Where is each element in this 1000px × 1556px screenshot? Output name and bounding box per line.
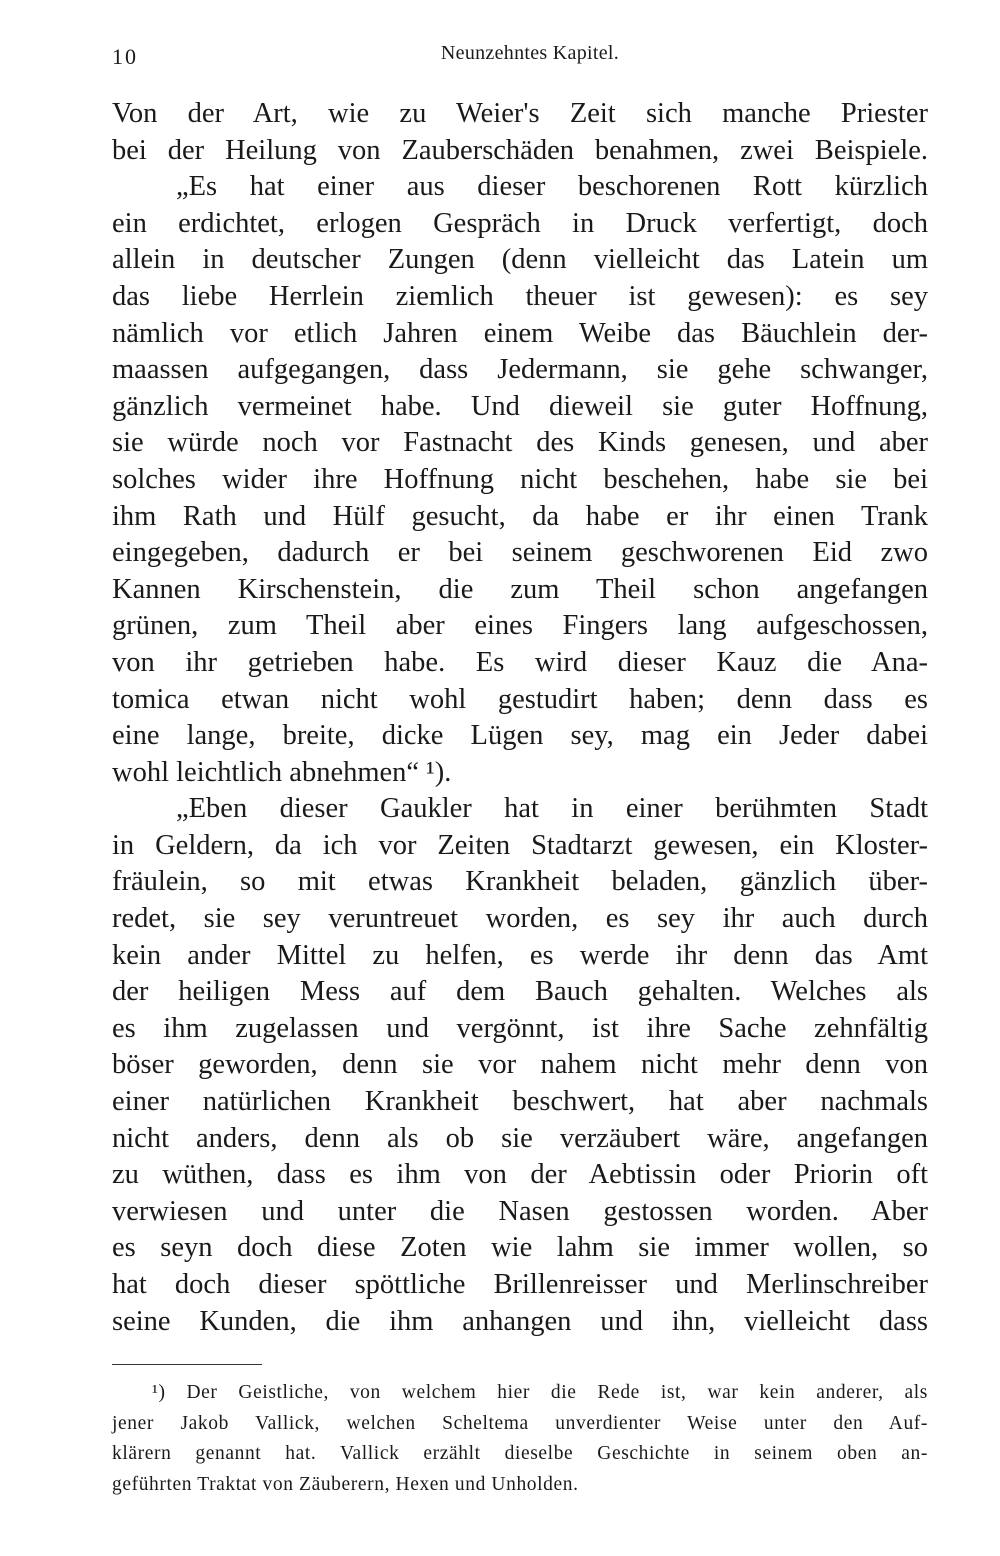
text-line: „Es hat einer aus dieser beschorenen Rott kürzlich <box>176 171 928 203</box>
body-text <box>112 96 928 1340</box>
text-line: Von der Art, wie zu Weier's Zeit sich manche Priester <box>112 98 928 129</box>
text-line: böser geworden, denn sie vor nahem nicht mehr denn von <box>112 1049 928 1081</box>
text-line: nicht anders, denn als ob sie verzäubert wäre, angefangen <box>112 1122 928 1154</box>
text-line: es ihm zugelassen und vergönnt, ist ihre Sache zehnfältig <box>112 1012 928 1044</box>
text-line: solches wider ihre Hoffnung nicht beschehen, habe sie bei <box>112 463 928 495</box>
text-line: bei der Heilung von Zauberschäden benahmen, zwei Beispiele. <box>112 134 928 166</box>
text-line: das liebe Herrlein ziemlich theuer ist gewesen): es sey <box>112 280 928 312</box>
text-line: Kannen Kirschenstein, die zum Theil schon angefangen <box>112 573 928 605</box>
text-line: verwiesen und unter die Nasen gestossen worden. Aber <box>112 1195 928 1227</box>
text-line: tomica etwan nicht wohl gestudirt haben; denn dass es <box>112 683 928 715</box>
text-line: der heiligen Mess auf dem Bauch gehalten. Welches als <box>112 976 928 1008</box>
text-line: redet, sie sey veruntreuet worden, es sey ihr auch durch <box>112 903 928 935</box>
text-line: einer natürlichen Krankheit beschwert, hat aber nachmals <box>112 1086 928 1118</box>
text-line: maassen aufgegangen, dass Jedermann, sie gehe schwanger, <box>112 354 928 386</box>
text-line: hat doch dieser spöttliche Brillenreisser und Merlinschreiber <box>112 1269 928 1300</box>
text-line: grünen, zum Theil aber eines Fingers lang aufgeschossen, <box>112 610 928 642</box>
text-line: wohl leichtlich abnehmen“ ¹). <box>112 756 452 788</box>
footnote-separator <box>112 1364 262 1365</box>
text-line: fräulein, so mit etwas Krankheit beladen, gänzlich über- <box>112 866 928 898</box>
text-line: zu wüthen, dass es ihm von der Aebtissin oder Priorin oft <box>112 1159 928 1191</box>
footnote-line: geführten Traktat von Zäuberern, Hexen und Unholden. <box>112 1474 579 1496</box>
text-line: seine Kunden, die ihm anhangen und ihn, vielleicht dass <box>112 1305 928 1337</box>
text-line: gänzlich vermeinet habe. Und dieweil sie guter Hoffnung, <box>112 390 928 422</box>
footnote-line: klärern genannt hat. Vallick erzählt dieselbe Geschichte in seinem oben an- <box>112 1443 928 1465</box>
text-line: nämlich vor etlich Jahren einem Weibe das Bäuchlein der- <box>112 317 928 349</box>
text-line: eingegeben, dadurch er bei seinem geschworenen Eid zwo <box>112 537 928 569</box>
text-line: kein ander Mittel zu helfen, es werde ihr denn das Amt <box>112 939 928 971</box>
text-line: in Geldern, da ich vor Zeiten Stadtarzt gewesen, ein Kloster- <box>112 829 928 861</box>
text-line: sie würde noch vor Fastnacht des Kinds genesen, und aber <box>112 427 928 459</box>
text-line: ihm Rath und Hülf gesucht, da habe er ihr einen Trank <box>112 500 928 532</box>
footnote-line: ¹) Der Geistliche, von welchem hier die Rede ist, war kein anderer, als <box>152 1382 928 1403</box>
text-line: „Eben dieser Gaukler hat in einer berühmten Stadt <box>176 793 928 825</box>
page-number: 10 <box>112 44 138 69</box>
page-header <box>112 38 928 70</box>
text-line: von ihr getrieben habe. Es wird dieser Kauz die Ana- <box>112 646 928 678</box>
text-line: es seyn doch diese Zoten wie lahm sie immer wollen, so <box>112 1232 928 1264</box>
footnote-line: jener Jakob Vallick, welchen Scheltema unverdienter Weise unter den Auf- <box>112 1412 928 1434</box>
text-line: allein in deutscher Zungen (denn vielleicht das Latein um <box>112 244 928 276</box>
text-line: eine lange, breite, dicke Lügen sey, mag ein Jeder dabei <box>112 720 928 752</box>
running-head: Neunzehntes Kapitel. <box>440 42 620 64</box>
footnotes <box>112 1378 928 1501</box>
text-line: ein erdichtet, erlogen Gespräch in Druck verfertigt, doch <box>112 207 928 239</box>
